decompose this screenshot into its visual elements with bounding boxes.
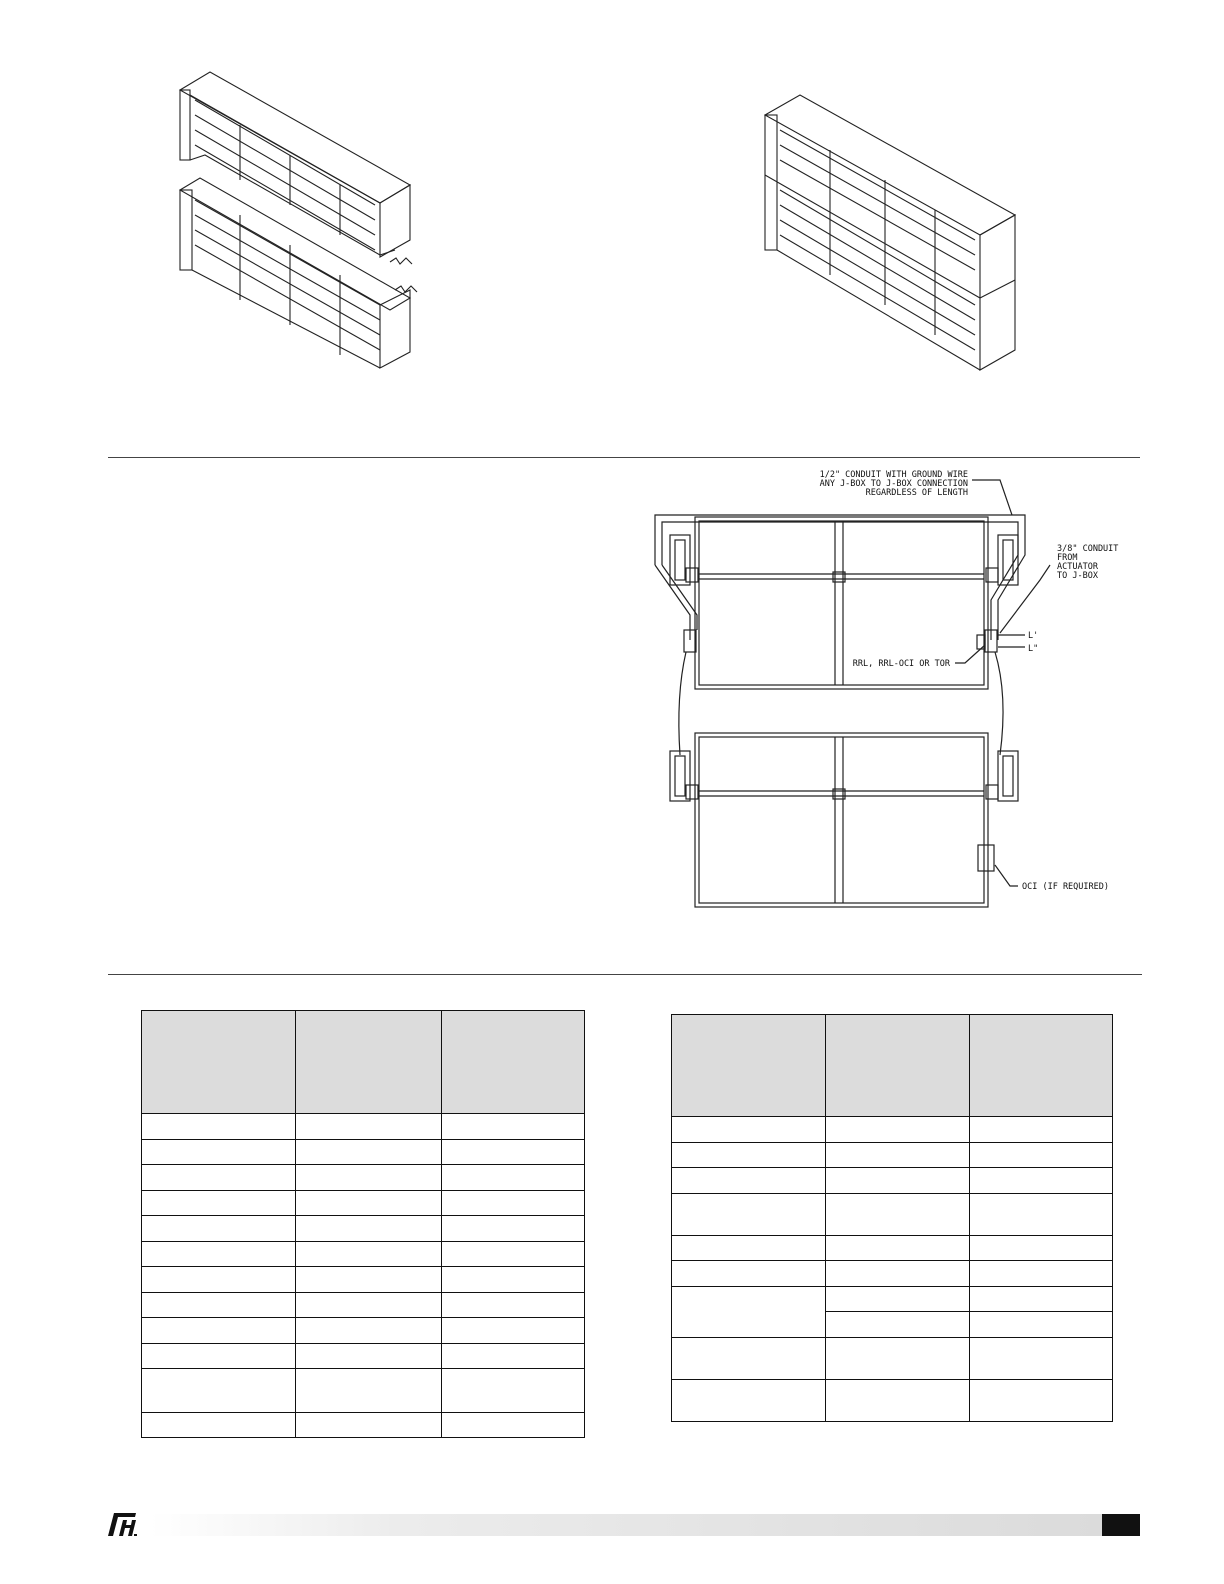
table-header-cell <box>672 1015 826 1117</box>
table-row <box>142 1267 585 1293</box>
damper-type-label: RRL, RRL-OCI OR TOR <box>852 659 950 669</box>
table-row <box>672 1287 1113 1312</box>
section-divider-bottom <box>108 974 1142 975</box>
company-logo-icon <box>106 1512 140 1538</box>
table-row <box>142 1242 585 1267</box>
table-row <box>142 1216 585 1242</box>
table-row <box>142 1344 585 1369</box>
conduit-note-line-3: REGARDLESS OF LENGTH <box>865 488 968 498</box>
wiring-diagram <box>0 455 1224 955</box>
table-row <box>142 1191 585 1216</box>
conduit-note-line-1: 1/2" CONDUIT WITH GROUND WIRE <box>819 470 968 480</box>
l-prime-label: L' <box>1028 631 1039 641</box>
table-row <box>672 1380 1113 1422</box>
actuator-note-line-3: ACTUATOR <box>1057 562 1098 572</box>
table-header-cell <box>142 1011 296 1114</box>
table-row <box>672 1117 1113 1143</box>
table-row <box>672 1261 1113 1287</box>
oci-label: OCI (IF REQUIRED) <box>1022 882 1109 892</box>
actuator-note-line-2: FROM <box>1057 553 1078 563</box>
table-row <box>142 1114 585 1140</box>
table-row <box>142 1413 585 1438</box>
table-header-cell <box>826 1015 970 1117</box>
table-row <box>672 1338 1113 1380</box>
table-row <box>672 1168 1113 1194</box>
page-number-tab <box>1102 1514 1140 1536</box>
table-row <box>672 1194 1113 1236</box>
table-row <box>142 1165 585 1191</box>
conduit-note-line-2: ANY J-BOX TO J-BOX CONNECTION <box>819 479 968 489</box>
table-row <box>672 1236 1113 1261</box>
l-double-prime-label: L" <box>1028 644 1039 654</box>
table-row <box>672 1143 1113 1168</box>
spec-table-right <box>671 1014 1113 1422</box>
table-row <box>142 1369 585 1413</box>
isometric-stacked-assembly <box>0 0 1224 420</box>
table-header-cell <box>442 1011 585 1114</box>
table-header-cell <box>970 1015 1113 1117</box>
spec-table-left <box>141 1010 585 1438</box>
table-row <box>142 1140 585 1165</box>
table-row <box>142 1318 585 1344</box>
footer-bar <box>150 1514 1140 1536</box>
table-header-cell <box>296 1011 442 1114</box>
actuator-note-line-4: TO J-BOX <box>1057 571 1098 581</box>
table-row <box>142 1293 585 1318</box>
actuator-note-line-1: 3/8" CONDUIT <box>1057 544 1119 554</box>
